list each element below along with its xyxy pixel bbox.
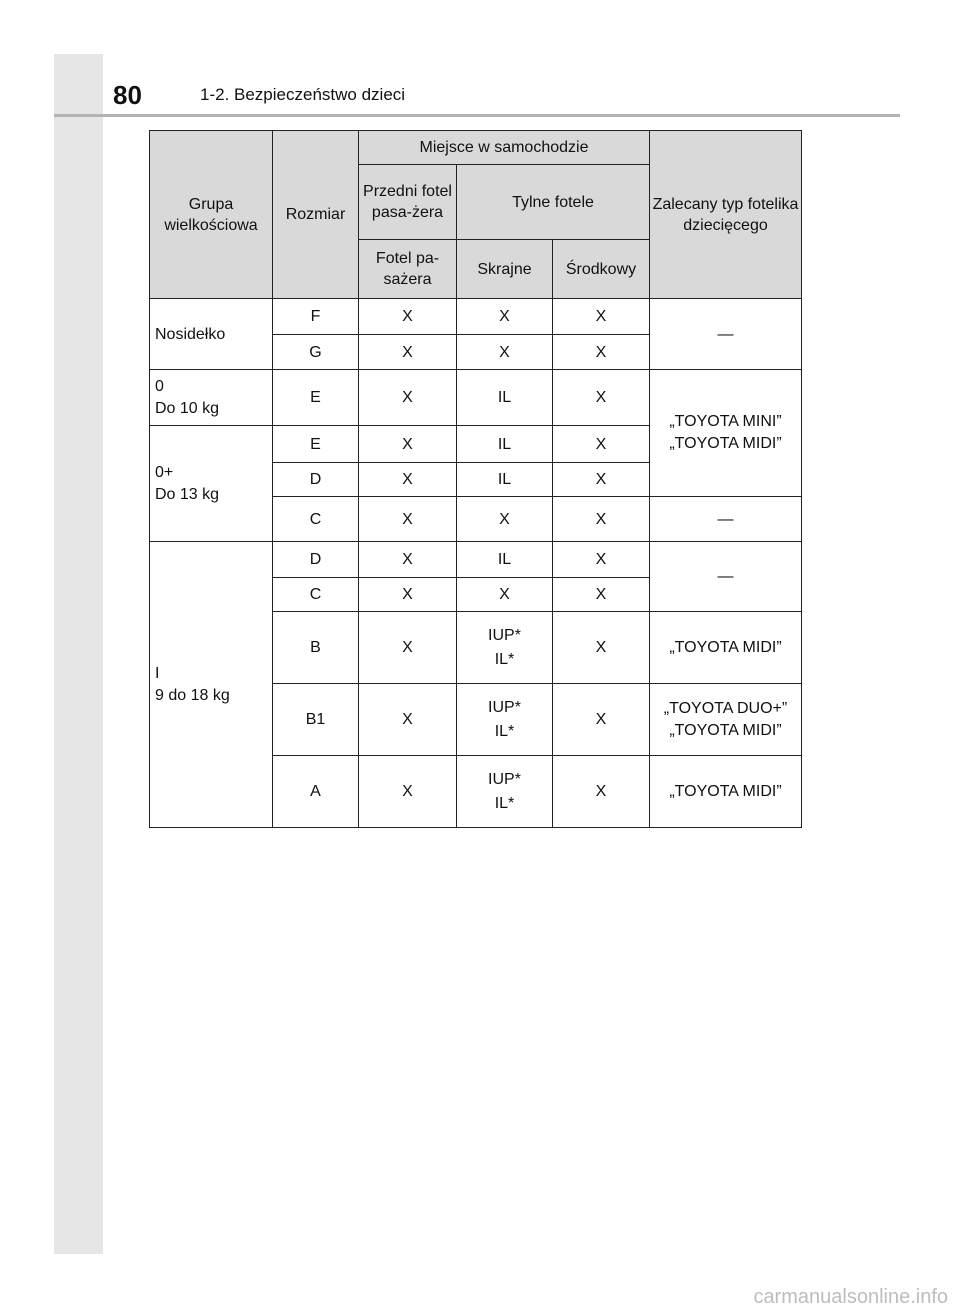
header-size: Rozmiar (273, 131, 359, 299)
outer-cell: IL (457, 370, 553, 426)
middle-cell: X (553, 612, 650, 684)
outer-cell: IL (457, 463, 553, 497)
group-label: I (155, 664, 160, 682)
group-label: 0 (155, 377, 164, 395)
size-cell: F (273, 299, 359, 335)
group-cell (150, 542, 273, 828)
recommended-cell: „TOYOTA MIDI” (650, 612, 802, 684)
outer-cell (457, 612, 553, 684)
middle-cell: X (553, 684, 650, 756)
header-rear-seats: Tylne fotele (457, 165, 650, 240)
middle-cell: X (553, 426, 650, 463)
middle-cell: X (553, 756, 650, 828)
outer-value: IUP* (488, 770, 521, 788)
header-recommended: Zalecany typ fotelika dziecięcego (650, 131, 802, 299)
front-cell: X (359, 463, 457, 497)
size-cell: C (273, 497, 359, 542)
middle-cell: X (553, 299, 650, 335)
outer-cell: X (457, 335, 553, 370)
section-title: 1-2. Bezpieczeństwo dzieci (200, 85, 406, 104)
header-outer: Skrajne (457, 240, 553, 299)
recommended-cell (650, 370, 802, 497)
middle-cell: X (553, 335, 650, 370)
recommended-line: „TOYOTA MIDI” (669, 435, 782, 452)
child-seat-table (149, 130, 802, 828)
size-cell: D (273, 463, 359, 497)
middle-cell: X (553, 370, 650, 426)
size-cell: E (273, 370, 359, 426)
site-watermark: carmanualsonline.info (753, 1286, 948, 1308)
header-front-seat: Przedni fotel pasa-żera (359, 165, 457, 240)
recommended-line: „TOYOTA MIDI” (669, 721, 782, 739)
front-cell: X (359, 684, 457, 756)
group-weight: Do 10 kg (155, 399, 220, 417)
size-cell: E (273, 426, 359, 463)
group-cell (150, 426, 273, 542)
size-cell: B1 (273, 684, 359, 756)
recommended-cell: — (650, 299, 802, 370)
outer-cell (457, 684, 553, 756)
table-row (150, 299, 802, 335)
front-cell: X (359, 370, 457, 426)
page-number: 80 (113, 80, 142, 110)
size-cell: C (273, 578, 359, 612)
outer-cell (457, 756, 553, 828)
front-cell: X (359, 756, 457, 828)
header-passenger-seat: Fotel pa-sażera (359, 240, 457, 299)
size-cell: A (273, 756, 359, 828)
table-row (150, 542, 802, 578)
group-cell: Nosidełko (150, 299, 273, 370)
group-weight: Do 13 kg (155, 485, 220, 503)
front-cell: X (359, 497, 457, 542)
recommended-cell (650, 684, 802, 756)
outer-value: IL* (494, 794, 515, 812)
table-row (150, 370, 802, 426)
recommended-cell: — (650, 497, 802, 542)
recommended-cell: „TOYOTA MIDI” (650, 756, 802, 828)
group-weight: 9 do 18 kg (155, 686, 230, 704)
middle-cell: X (553, 542, 650, 578)
side-band (54, 54, 103, 1254)
page-header (54, 54, 900, 114)
outer-cell: IL (457, 426, 553, 463)
middle-cell: X (553, 463, 650, 497)
header-middle: Środkowy (553, 240, 650, 299)
front-cell: X (359, 426, 457, 463)
outer-value: IL* (494, 650, 515, 668)
outer-value: IL* (494, 722, 515, 740)
size-cell: G (273, 335, 359, 370)
size-cell: D (273, 542, 359, 578)
middle-cell: X (553, 578, 650, 612)
outer-value: IUP* (488, 698, 521, 716)
header-location: Miejsce w samochodzie (359, 131, 650, 165)
group-cell (150, 370, 273, 426)
table-body (150, 299, 802, 828)
front-cell: X (359, 335, 457, 370)
table-header (150, 131, 802, 299)
header-rule (54, 114, 900, 117)
front-cell: X (359, 578, 457, 612)
outer-value: IUP* (488, 626, 521, 644)
front-cell: X (359, 612, 457, 684)
outer-cell: X (457, 497, 553, 542)
middle-cell: X (553, 497, 650, 542)
front-cell: X (359, 299, 457, 335)
front-cell: X (359, 542, 457, 578)
recommended-cell: — (650, 542, 802, 612)
group-label: 0+ (155, 463, 174, 481)
size-cell: B (273, 612, 359, 684)
outer-cell: IL (457, 542, 553, 578)
recommended-line: „TOYOTA DUO+” (663, 699, 788, 717)
outer-cell: X (457, 578, 553, 612)
outer-cell: X (457, 299, 553, 335)
header-group: Grupa wielkościowa (150, 131, 273, 299)
recommended-line: „TOYOTA MINI” (669, 413, 782, 430)
